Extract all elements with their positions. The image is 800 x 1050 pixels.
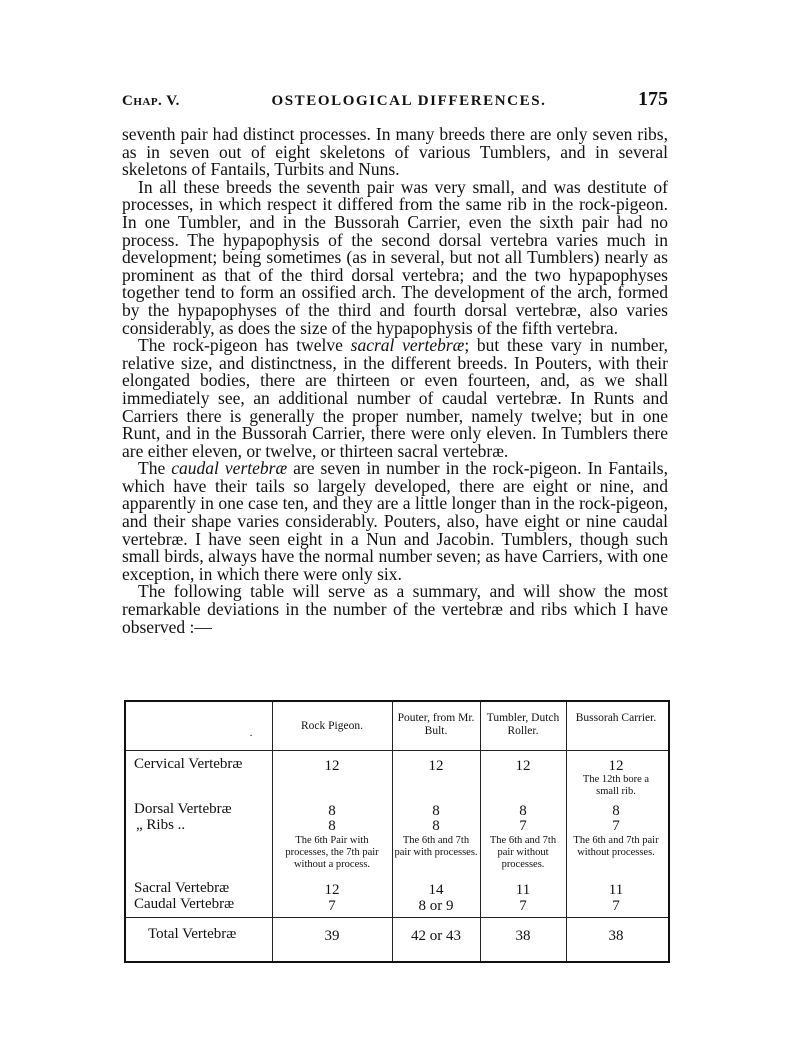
column-header-bussorah: Bussorah Carrier. xyxy=(575,712,657,724)
table-total-rule xyxy=(126,917,668,918)
note-cervical-bussorah: The 12th bore a small rib. xyxy=(582,774,650,797)
cell-ribs-rock: 8 xyxy=(328,818,336,834)
cell-ribs-tumbler: 7 xyxy=(519,818,527,834)
row-label-cervical: Cervical Vertebræ xyxy=(134,756,243,772)
cell-caudal-rock: 7 xyxy=(328,898,336,914)
column-header-tumbler: Tumbler, Dutch Roller. xyxy=(486,712,560,737)
row-label-sacral: Sacral Vertebræ xyxy=(134,880,230,896)
cell-cervical-rock: 12 xyxy=(324,758,340,774)
text-run: In all these breeds the seventh pair was very small, and was destitute of processes, in which respect it differed from the same rib in the rock-pigeon. In one Tumbler, and in the Bussorah Carrier, even the sixth pair had no process. The hypapophysis of the second dorsal vertebra varies much in development; being sometimes (as in several, but not all Tumblers) nearly as prominent as that of the third dorsal vertebra; and the two hypapophyses together tend to form an ossified arch. The development of the arch, formed by the hypapophyses of the third and fourth dorsal vertebræ, also varies considerably, as does the size of the hypapophysis of the fifth vertebra. xyxy=(122,176,668,338)
text-run: are seven in number in the rock-pigeon. In Fantails, which have their tails so largely developed, there are eight or nine, and apparently in one case ten, and they are a little longer than in the rock-pigeon, and their shape varies considerably. Pouters, also, have eight or nine caudal vertebræ. I have seen eight in a Nun and Jacobin. Tumblers, though such small birds, always have the normal number seven; as have Carriers, with one exception, in which there were only six. xyxy=(122,458,668,584)
cell-ribs-pouter: 8 xyxy=(432,818,440,834)
running-header xyxy=(122,88,668,116)
cell-sacral-tumbler: 11 xyxy=(515,882,531,898)
text-run: ; but these vary in number, relative size, and distinctness, in the different breeds. In Pouters, with their elongated bodies, there are thirteen or even fourteen, and, as we shall immediately see, an additional number of caudal vertebræ. In Runts and Carriers there is generally the proper number, namely twelve; but in one Runt, and in the Bussorah Carrier, there were only eleven. In Tumblers there are either eleven, or twelve, or thirteen sacral vertebræ. xyxy=(122,335,668,461)
paragraph xyxy=(122,460,668,583)
paragraph xyxy=(122,337,668,460)
note-ribs-rock: The 6th Pair with processes, the 7th pair without a process. xyxy=(285,835,379,870)
running-title: OSTEOLOGICAL DIFFERENCES. xyxy=(271,93,547,109)
cell-dorsal-pouter: 8 xyxy=(432,803,440,819)
row-label-total: Total Vertebræ xyxy=(148,926,237,942)
cell-total-tumbler: 38 xyxy=(515,928,531,944)
cell-dorsal-tumbler: 8 xyxy=(519,803,527,819)
chapter-label: Chap. V. xyxy=(122,93,180,109)
italic-term: sacral vertebræ xyxy=(350,335,465,356)
cell-dorsal-rock: 8 xyxy=(328,803,336,819)
page-number: 175 xyxy=(638,88,668,110)
row-label-dorsal: Dorsal Vertebræ xyxy=(134,801,232,817)
cell-ribs-bussorah: 7 xyxy=(612,818,620,834)
cell-total-pouter: 42 or 43 xyxy=(411,928,461,944)
italic-term: caudal vertebræ xyxy=(171,458,288,479)
cell-cervical-tumbler: 12 xyxy=(515,758,531,774)
text-run: The rock-pigeon has twelve xyxy=(138,335,351,356)
paragraph xyxy=(122,176,668,338)
note-ribs-pouter: The 6th and 7th pair with processes. xyxy=(394,835,478,858)
cell-sacral-bussorah: 11 xyxy=(608,882,624,898)
vertebrae-table xyxy=(124,700,670,963)
cell-total-bussorah: 38 xyxy=(608,928,624,944)
text-run: The xyxy=(138,458,172,479)
cell-caudal-tumbler: 7 xyxy=(519,898,527,914)
cell-dorsal-bussorah: 8 xyxy=(612,803,620,819)
column-header-pouter: Pouter, from Mr. Bult. xyxy=(397,712,475,737)
row-label-caudal: Caudal Vertebræ xyxy=(134,896,235,912)
body-text xyxy=(122,126,668,636)
note-ribs-bussorah: The 6th and 7th pair without processes. xyxy=(573,835,659,858)
cell-caudal-pouter: 8 or 9 xyxy=(418,898,454,914)
cell-cervical-pouter: 12 xyxy=(428,758,444,774)
table-header-rule xyxy=(126,750,668,751)
cell-sacral-rock: 12 xyxy=(324,882,340,898)
text-run: seventh pair had distinct processes. In many breeds there are only seven ribs, as in seven out of eight skeletons of various Tumblers, and in several skeletons of Fantails, Turbits and Nuns. xyxy=(122,124,668,180)
cell-cervical-bussorah: 12 xyxy=(608,758,624,774)
text-run: The following table will serve as a summary, and will show the most remarkable deviations in the number of the vertebræ and ribs which I have observed :— xyxy=(122,581,668,637)
corner-mark: . xyxy=(249,728,253,739)
row-label-ribs: „ Ribs .. xyxy=(136,817,186,833)
cell-caudal-bussorah: 7 xyxy=(612,898,620,914)
cell-sacral-pouter: 14 xyxy=(428,882,444,898)
column-header-rock-pigeon: Rock Pigeon. xyxy=(301,720,363,732)
paragraph xyxy=(122,126,668,179)
paragraph xyxy=(122,583,668,636)
cell-total-rock: 39 xyxy=(324,928,340,944)
note-ribs-tumbler: The 6th and 7th pair without processes. xyxy=(489,835,557,870)
